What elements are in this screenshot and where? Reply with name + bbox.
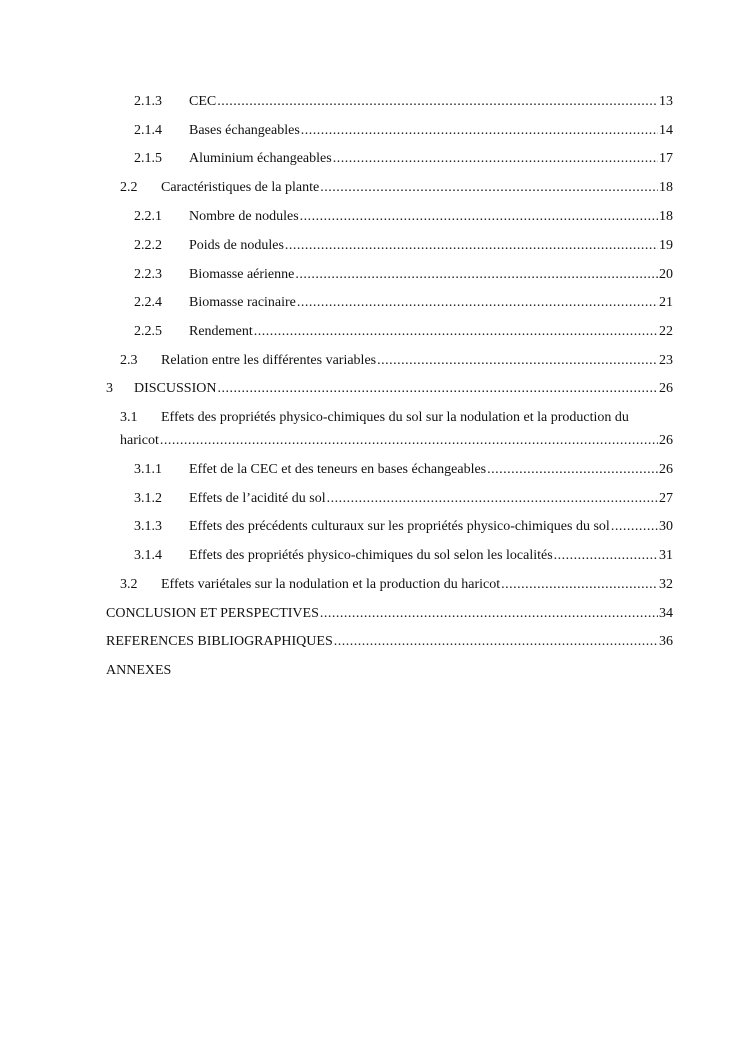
- toc-entry-2-2-5[interactable]: [134, 323, 673, 341]
- toc-entry-title: Aluminium échangeables: [189, 151, 332, 166]
- toc-entry-number: 2.2.2: [134, 238, 162, 253]
- toc-entry-number: 3.1.2: [134, 491, 162, 506]
- toc-entry-page: 32: [659, 577, 673, 592]
- toc-entry-page: 14: [659, 123, 673, 138]
- dot-leader: [301, 122, 658, 140]
- toc-entry-page: 26: [659, 462, 673, 477]
- toc-entry-number: 2.2.1: [134, 209, 162, 224]
- dot-leader: [285, 237, 658, 255]
- toc-entry-title: Effets des propriétés physico-chimiques du sol sur la nodulation et la production du: [161, 410, 629, 425]
- toc-entry-title: Effet de la CEC et des teneurs en bases échangeables: [189, 462, 487, 477]
- toc-entry-number: 2.2.4: [134, 295, 162, 310]
- toc-entry-title: REFERENCES BIBLIOGRAPHIQUES: [106, 634, 333, 649]
- toc-entry-3-1-1[interactable]: [134, 461, 673, 479]
- dot-leader: [295, 266, 658, 284]
- toc-entry-number: 2.1.3: [134, 94, 162, 109]
- toc-entry-page: 13: [659, 94, 673, 109]
- toc-entry-page: 27: [659, 491, 673, 506]
- toc-entry-3-1-line2[interactable]: [120, 432, 673, 450]
- toc-entry-2-3[interactable]: [120, 352, 673, 370]
- toc-entry-title: Caractéristiques de la plante: [161, 180, 320, 195]
- toc-entry-number: 3.2: [120, 577, 138, 592]
- toc-entry-title: CONCLUSION ET PERSPECTIVES: [106, 606, 319, 621]
- toc-entry-title: CEC: [189, 94, 217, 109]
- toc-entry-references[interactable]: [106, 633, 673, 651]
- toc-entry-2-2-1[interactable]: [134, 208, 673, 226]
- toc-entry-title: Bases échangeables: [189, 123, 300, 138]
- toc-entry-page: 36: [659, 634, 673, 649]
- dot-leader: [320, 179, 658, 197]
- toc-entry-2-1-4[interactable]: [134, 122, 673, 140]
- toc-entry-title: Nombre de nodules: [189, 209, 299, 224]
- toc-entry-number: 3.1.1: [134, 462, 162, 477]
- dot-leader: [300, 208, 658, 226]
- toc-entry-title: Effets des propriétés physico-chimiques du sol selon les localités: [189, 548, 553, 563]
- toc-entry-title: Poids de nodules: [189, 238, 284, 253]
- toc-entry-title: DISCUSSION: [134, 381, 217, 396]
- dot-leader: [254, 323, 658, 341]
- dot-leader: [333, 150, 658, 168]
- toc-entry-number: 3.1.3: [134, 519, 162, 534]
- toc-entry-number: 3.1.4: [134, 548, 162, 563]
- dot-leader: [160, 432, 658, 450]
- toc-entry-number: 2.1.5: [134, 151, 162, 166]
- toc-entry-page: 18: [659, 209, 673, 224]
- toc-entry-title-continued: haricot: [120, 433, 159, 448]
- toc-entry-page: 26: [659, 381, 673, 396]
- dot-leader: [501, 576, 658, 594]
- toc-entry-title: Relation entre les différentes variables: [161, 353, 377, 368]
- toc-entry-2-1-5[interactable]: [134, 150, 673, 168]
- toc-entry-page: 31: [659, 548, 673, 563]
- toc-entry-number: 2.2.5: [134, 324, 162, 339]
- toc-entry-conclusion[interactable]: [106, 605, 673, 623]
- toc-entry-page: 34: [659, 606, 673, 621]
- toc-entry-title: Biomasse racinaire: [189, 295, 296, 310]
- toc-entry-title: Effets de l’acidité du sol: [189, 491, 326, 506]
- toc-entry-page: 20: [659, 267, 673, 282]
- toc-entry-number: 3.1: [120, 410, 138, 425]
- toc-entry-page: 26: [659, 433, 673, 448]
- dot-leader: [297, 294, 658, 312]
- toc-entry-title: Biomasse aérienne: [189, 267, 295, 282]
- toc-entry-title: ANNEXES: [106, 663, 172, 678]
- toc-entry-3-2[interactable]: [120, 576, 673, 594]
- toc-entry-page: 19: [659, 238, 673, 253]
- toc-entry-number: 2.2.3: [134, 267, 162, 282]
- toc-entry-title: Effets variétales sur la nodulation et la production du haricot: [161, 577, 501, 592]
- toc-entry-3-1-3[interactable]: [134, 518, 673, 536]
- toc-entry-2-2-2[interactable]: [134, 237, 673, 255]
- toc-entry-page: 30: [659, 519, 673, 534]
- toc-entry-2-2[interactable]: [120, 179, 673, 197]
- toc-entry-3-1-4[interactable]: [134, 547, 673, 565]
- toc-entry-2-2-3[interactable]: [134, 266, 673, 284]
- toc-entry-page: 21: [659, 295, 673, 310]
- dot-leader: [320, 605, 658, 623]
- dot-leader: [554, 547, 658, 565]
- toc-entry-page: 23: [659, 353, 673, 368]
- toc-entry-page: 18: [659, 180, 673, 195]
- toc-entry-number: 3: [106, 381, 113, 396]
- toc-entry-title: Rendement: [189, 324, 253, 339]
- toc-entry-title: Effets des précédents culturaux sur les propriétés physico-chimiques du sol: [189, 519, 610, 534]
- toc-entry-number: 2.2: [120, 180, 138, 195]
- dot-leader: [327, 490, 658, 508]
- dot-leader: [334, 633, 658, 651]
- toc-entry-number: 2.3: [120, 353, 138, 368]
- toc-entry-page: 22: [659, 324, 673, 339]
- toc-entry-3-1-2[interactable]: [134, 490, 673, 508]
- dot-leader: [611, 518, 658, 536]
- dot-leader: [487, 461, 658, 479]
- dot-leader: [217, 93, 658, 111]
- toc-entry-number: 2.1.4: [134, 123, 162, 138]
- toc-entry-3-1-line1[interactable]: [120, 409, 629, 427]
- toc-entry-annexes[interactable]: [106, 662, 673, 680]
- dot-leader: [377, 352, 658, 370]
- toc-entry-2-1-3[interactable]: [134, 93, 673, 111]
- toc-entry-2-2-4[interactable]: [134, 294, 673, 312]
- toc-entry-page: 17: [659, 151, 673, 166]
- toc-entry-3[interactable]: [106, 380, 673, 398]
- dot-leader: [217, 380, 658, 398]
